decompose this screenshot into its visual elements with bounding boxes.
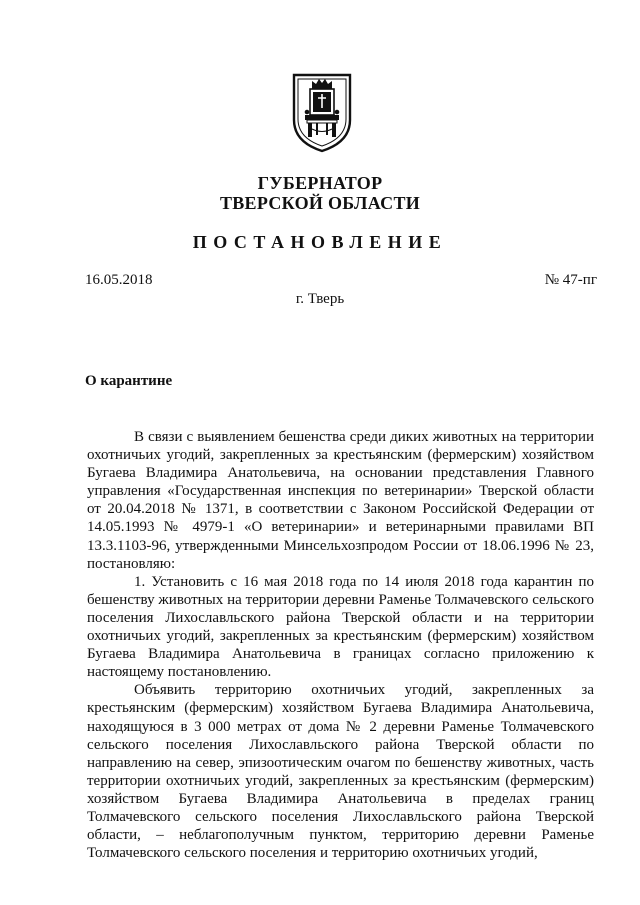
authority-title-line2: ТВЕРСКОЙ ОБЛАСТИ (219, 193, 421, 213)
body-paragraph: Объявить территорию охотничьих угодий, закрепленных за крестьянским (фермерским) хозяйством Бугаева Владимира Анатольевича, находящуюся в 3 000 метрах от дома № 2 деревни Раменье Толмачевского сельского поселения Лихославльского района Тверской области по направлению на север, эпизоотическим очагом по бешенству животных, часть территории охотничьих угодий, закрепленных за крестьянским (фермерским) хозяйством Бугаева Владимира Анатольевича в пределах границ Толмачевского сельского поселения Лихославльского района Тверской области, – неблагополучным пунктом, территорию деревни Раменье Толмачевского сельского поселения и территорию охотничьих угодий, (87, 682, 594, 862)
coat-of-arms-icon (290, 72, 354, 154)
body-paragraph: В связи с выявлением бешенства среди диких животных на территории охотничьих угодий, закрепленных за крестьянским (фермерским) хозяйством Бугаева Владимира Анатольевича, на основании представления Главного управления «Государственная инспекция по ветеринарии» Тверской области от 20.04.2018 № 1371, в соответствии с Законом Российской Федерации от 14.05.1993 № 4979-1 «О ветеринарии» и ветеринарными правилами ВП 13.3.1103-96, утвержденными Минсельхозпродом России от 18.06.1996 № 23, постановляю: (87, 429, 594, 572)
document-type: ПОСТАНОВЛЕНИЕ (192, 232, 448, 252)
document-city: г. Тверь (295, 291, 345, 307)
body-paragraph: 1. Установить с 16 мая 2018 года по 14 июля 2018 года карантин по бешенству животных на территории деревни Раменье Толмачевского сельского поселения Лихославльского района Тверской области и на территории охотничьих угодий, закрепленных за крестьянским (фермерским) хозяйством Бугаева Владимира Анатольевича в границах согласно приложению к настоящему постановлению. (87, 573, 594, 681)
authority-title-line1: ГУБЕРНАТОР (257, 173, 383, 193)
document-subject: О карантине (85, 373, 173, 389)
document-number: № 47-пг (544, 272, 597, 288)
document-body (87, 428, 594, 862)
document-date: 16.05.2018 (85, 272, 153, 288)
